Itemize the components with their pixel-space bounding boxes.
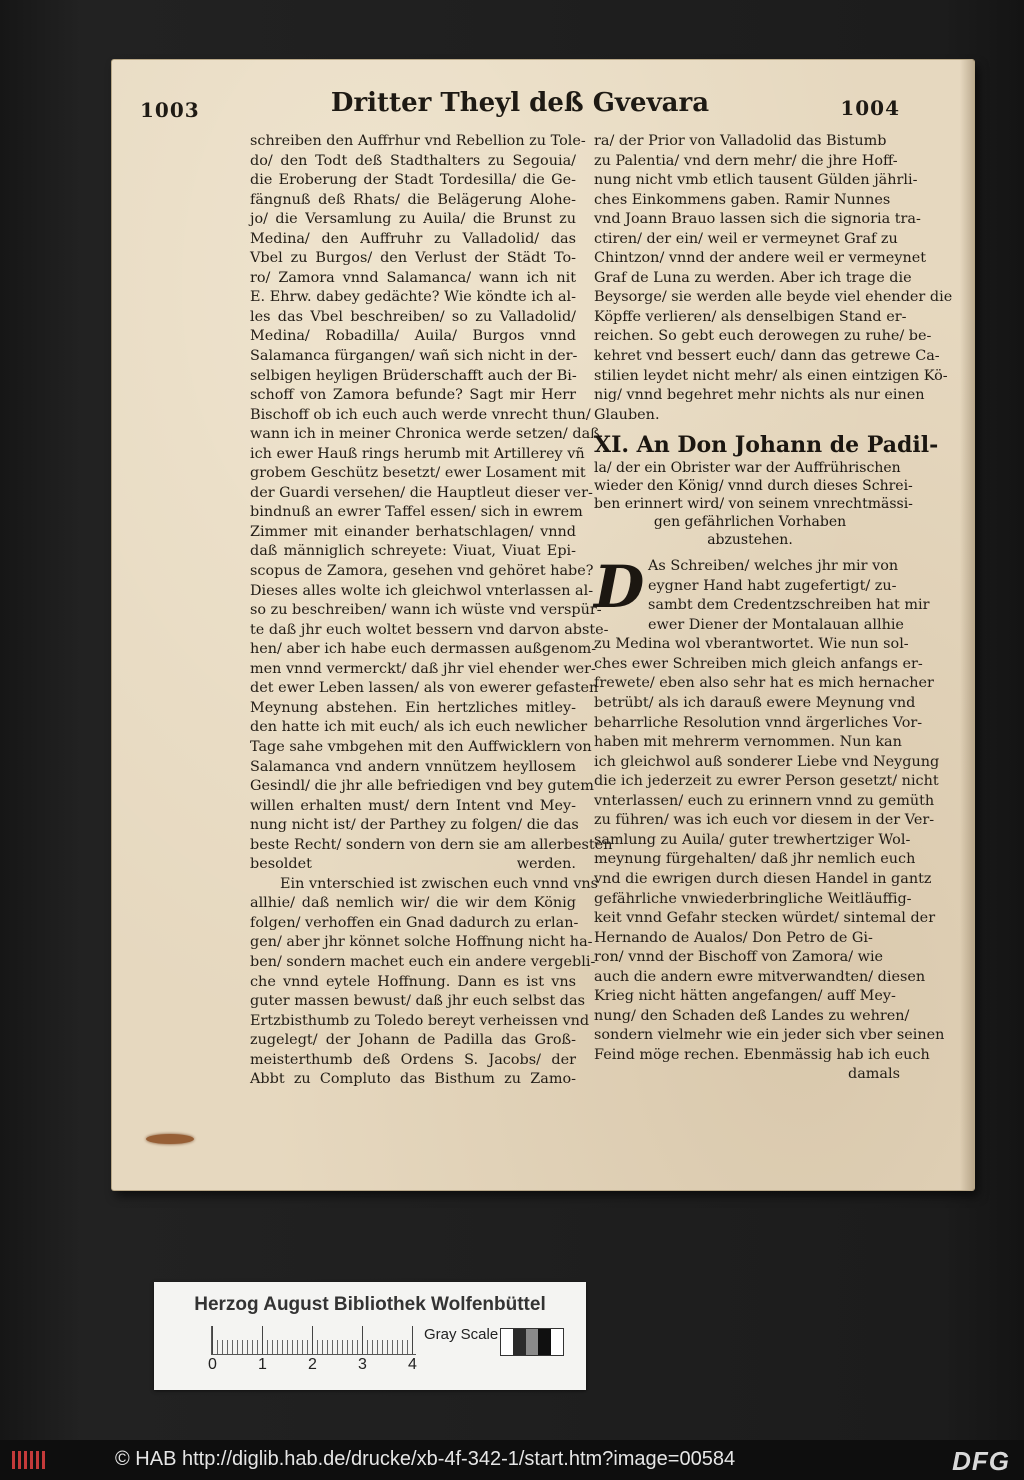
text-line: det ewer Leben lassen/ als von ewerer gefasten xyxy=(250,680,599,697)
text-line: As Schreiben/ welches jhr mir von xyxy=(648,558,899,575)
text-line: keit vnnd Gefahr stecken würdet/ sintemal der xyxy=(594,910,936,927)
text-line: der Guardi versehen/ die Hauptleut dieser ver- xyxy=(250,484,593,501)
text-line: stilien leydet nicht mehr/ als einen eintzigen Kö- xyxy=(594,367,948,384)
gray-scale-patches xyxy=(500,1328,564,1356)
text-line: schoff von Zamora befunde? Sagt mir Herr xyxy=(250,387,576,404)
text-line: Salamanca fürgangen/ wañ sich nicht in der- xyxy=(250,348,578,365)
text-line: Köpffe verlieren/ als denselbigen Stand er- xyxy=(594,308,907,325)
text-line: meynung fürgehalten/ daß jhr nemlich euch xyxy=(594,851,916,868)
dfg-logo: DFG xyxy=(952,1446,1010,1476)
page-number-left: 1003 xyxy=(140,98,200,122)
letter-body xyxy=(594,553,945,1085)
gray-patch xyxy=(551,1329,563,1355)
text-line: Feind möge rechen. Ebenmässig hab ich euch xyxy=(594,1046,930,1063)
text-line: Bischoff ob ich euch auch werde vnrecht thun/ xyxy=(250,406,591,423)
text-line: ich gleichwol auß sonderer Liebe vnd Neygung xyxy=(594,753,940,770)
text-line: Beysorge/ sie werden alle beyde viel ehender die xyxy=(594,289,953,306)
text-line: hen/ aber ich habe euch dermassen außgenom- xyxy=(250,641,597,658)
text-line: Hernando de Aualos/ Don Petro de Gi- xyxy=(594,929,873,946)
page-edge-shadow xyxy=(960,60,974,1190)
text-line: Zimmer mit einander berhatschlagen/ vnnd xyxy=(250,523,576,540)
text-line: zugelegt/ der Johann de Padilla das Groß- xyxy=(250,1032,576,1049)
text-line: Ein vnterschied ist zwischen euch vnnd vns xyxy=(280,875,598,892)
citation-link[interactable]: © HAB http://diglib.hab.de/drucke/xb-4f-342-1/start.htm?image=00584 xyxy=(115,1448,736,1470)
text-line: schreiben den Auffrhur vnd Rebellion zu Tole- xyxy=(250,133,586,149)
section-heading xyxy=(594,431,939,549)
text-line: gefährliche vnwiederbringliche Weitläuffig- xyxy=(594,890,912,907)
text-line: Medina/ Robadilla/ Auila/ Burgos vnnd xyxy=(250,328,576,345)
text-line: les das Vbel beschreiben/ so zu Valladolid/ xyxy=(250,308,576,325)
gray-patch xyxy=(538,1329,550,1355)
heading-line: abzustehen. xyxy=(707,532,793,549)
heading-line: la/ der ein Obrister war der Auffrührischen xyxy=(594,460,901,477)
text-line: nung nicht ist/ der Parthey zu folgen/ die das xyxy=(250,817,579,834)
gray-patch xyxy=(526,1329,538,1355)
text-line: selbigen heyligen Brüderschafft auch der Bi- xyxy=(250,367,577,384)
text-line: Chintzon/ vnnd der andere weil er vermeynet xyxy=(594,250,927,267)
text-line: do/ den Todt deß Stadthalters zu Segouia/ xyxy=(250,152,576,169)
text-line: te daß jhr euch woltet bessern vnd darvon abste- xyxy=(250,621,609,638)
page-number-right: 1004 xyxy=(840,96,900,120)
text-line: Salamanca vnd andern vnnützem heyllosem xyxy=(250,758,576,775)
ruler-label: 1 xyxy=(258,1356,267,1373)
text-line: ich ewer Hauß rings herumb mit Artillerey vñ xyxy=(250,445,585,462)
text-line: Vbel zu Burgos/ den Verlust der Städt To- xyxy=(250,250,576,267)
text-line: Glauben. xyxy=(594,406,660,423)
page-header xyxy=(140,82,900,122)
text-line: jo/ die Versamlung zu Auila/ die Brunst zu xyxy=(250,211,576,228)
text-line: zu Medina wol vberantwortet. Wie nun sol- xyxy=(594,636,909,653)
left-column xyxy=(250,132,613,1090)
text-line: frewete/ eben also sehr hat es mich hernacher xyxy=(594,675,934,692)
text-line: Graf de Luna zu werden. Aber ich trage die xyxy=(594,269,912,286)
text-line: vnterlassen/ euch zu erinnern vnnd zu gemüth xyxy=(594,792,935,809)
text-line: kehret vnd bessert euch/ dann das getrewe Ca- xyxy=(594,348,940,365)
text-line: sondern vielmehr wie ein jeder sich vber seinen xyxy=(594,1027,945,1044)
text-line: ra/ der Prior von Valladolid das Bistumb xyxy=(594,133,887,149)
text-line: ches Einkommens gaben. Ramir Nunnes xyxy=(594,191,891,208)
text-line: che vnnd eytele Hoffnung. Dann es ist vns xyxy=(250,973,576,990)
text-line: ron/ vnnd der Bischoff von Zamora/ wie xyxy=(594,949,884,966)
library-name: Herzog August Bibliothek Wolfenbüttel xyxy=(194,1294,546,1315)
text-line: besoldet werden. xyxy=(250,856,576,873)
text-line: Ertzbisthumb zu Toledo bereyt verheissen vnd xyxy=(250,1012,590,1029)
section-heading-title: XI. An Don Johann de Padil- xyxy=(594,432,939,459)
ruler-label: 3 xyxy=(358,1356,367,1373)
running-title: Dritter Theyl deß Gvevara xyxy=(330,88,710,118)
text-line: zu Palentia/ vnd dern mehr/ die jhre Hoff- xyxy=(594,152,898,169)
ruler-label: 2 xyxy=(308,1356,317,1373)
letter-text xyxy=(594,635,945,1065)
text-line: Krieg nicht hätten angefangen/ auff Mey- xyxy=(594,988,896,1005)
text-line: allhie/ daß nemlich wir/ die wir dem König xyxy=(250,895,576,912)
text-line: ben/ sondern machet euch ein andere vergebli- xyxy=(250,953,596,970)
text-line: Medina/ den Auffruhr zu Valladolid/ das xyxy=(250,230,576,247)
text-line: ro/ Zamora vnnd Salamanca/ wann ich nit xyxy=(250,269,576,286)
text-line: haben mit mehrerm vernommen. Nun kan xyxy=(594,734,902,751)
hab-logo-icon xyxy=(10,1448,50,1472)
text-line: nung nicht vmb etlich tausent Gülden jährli- xyxy=(594,172,918,189)
text-line: so zu beschreiben/ wann ich wüste vnd verspür- xyxy=(250,602,602,619)
ruler-label: 0 xyxy=(208,1356,217,1373)
ink-stain xyxy=(146,1134,194,1144)
heading-line: wieder den König/ vnnd durch dieses Schrei- xyxy=(594,478,913,495)
text-line: guter massen bewust/ daß jhr euch selbst das xyxy=(250,993,585,1010)
color-calibration-card xyxy=(154,1282,586,1390)
text-line: grobem Geschütz besetzt/ ewer Losament mit xyxy=(250,465,586,482)
text-line: samlung zu Auila/ guter trewhertziger Wol- xyxy=(594,831,911,848)
text-line: Gesindl/ die jhr alle befriedigen vnd bey gutem xyxy=(250,778,594,795)
text-line: fängnuß deß Rhats/ die Belägerung Alohe- xyxy=(250,191,576,208)
footer-bar xyxy=(0,1440,1024,1480)
text-line: nung/ den Schaden deß Landes zu wehren/ xyxy=(594,1007,910,1024)
text-line: beste Recht/ sondern von dern sie am allerbesten xyxy=(250,836,613,853)
text-line: scopus de Zamora, gesehen vnd gehöret habe? xyxy=(250,563,594,580)
text-line: die ich jederzeit zu ewrer Person gesetzt/ nicht xyxy=(594,773,939,790)
text-line: Tage sahe vmbgehen mit den Auffwicklern von xyxy=(250,738,592,755)
text-line: daß männiglich schreyete: Viuat, Viuat Epi- xyxy=(250,543,576,560)
text-line: auch die andern ewre mitverwandten/ diesen xyxy=(594,968,926,985)
text-line: Dieses alles wolte ich gleichwol vnterlassen al- xyxy=(250,582,594,599)
gray-scale-label: Gray Scale xyxy=(424,1326,499,1343)
text-line: vnd die ewrigen durch diesen Handel in gantz xyxy=(594,870,932,887)
text-line: beharrliche Resolution vnnd ärgerliches Vor- xyxy=(594,714,923,731)
text-line: den hatte ich mit euch/ als ich euch newlicher xyxy=(250,719,588,736)
text-line: zu führen/ was ich euch vor diesem in der Ver- xyxy=(594,812,935,829)
text-line: betrübt/ als ich darauß ewere Meynung vnd xyxy=(594,695,916,712)
heading-line: ben erinnert wird/ von seinem vnrechtmässi- xyxy=(594,496,913,513)
text-line: wann ich in meiner Chronica werde setzen/ daß xyxy=(250,426,600,443)
text-line: Abbt zu Compluto das Bisthum zu Zamo- xyxy=(250,1071,576,1088)
text-line: bindnuß an ewrer Taffel essen/ sich in ewrem xyxy=(250,504,583,521)
text-line: men vnnd vermerckt/ daß jhr viel ehender wer- xyxy=(250,660,596,677)
text-line: E. Ehrw. dabey gedächte? Wie köndte ich al- xyxy=(250,289,576,306)
gray-patch xyxy=(501,1329,513,1355)
text-line: die Eroberung der Stadt Tordesilla/ die Ge- xyxy=(250,172,576,189)
text-line: ewer Diener der Montalauan allhie xyxy=(648,616,904,633)
text-line: Meynung abstehen. Ein hertzliches mitley- xyxy=(250,699,576,716)
heading-line: gen gefährlichen Vorhaben xyxy=(653,514,847,531)
ruler-label: 4 xyxy=(408,1356,417,1373)
text-line: eygner Hand habt zugefertigt/ zu- xyxy=(648,577,897,594)
text-line: vnd Joann Brauo lassen sich die signoria tra- xyxy=(594,211,921,228)
gray-patch xyxy=(513,1329,525,1355)
text-line: ches ewer Schreiben mich gleich anfangs er- xyxy=(594,655,923,672)
text-line: meisterthumb deß Ordens S. Jacobs/ der xyxy=(250,1051,576,1068)
scale-ruler xyxy=(211,1326,416,1355)
text-line: ctiren/ der ein/ weil er vermeynet Graf zu xyxy=(594,230,898,247)
decorated-initial: D xyxy=(594,553,645,622)
text-line: willen erhalten must/ dern Intent vnd Mey- xyxy=(250,797,576,814)
section-heading-subtitle xyxy=(594,459,913,549)
right-column-text xyxy=(594,132,953,425)
text-line: nig/ vnnd begehret mehr nichts als nur einen xyxy=(594,387,925,404)
text-line: folgen/ verhoffen ein Gnad dadurch zu erlan- xyxy=(250,914,579,931)
right-column xyxy=(594,132,953,1085)
catchword: damals xyxy=(847,1066,900,1083)
text-line: sambt dem Credentzschreiben hat mir xyxy=(648,597,930,614)
text-line: reichen. So gebt euch derowegen zu ruhe/ be- xyxy=(594,328,932,345)
text-line: gen/ aber jhr könnet solche Hoffnung nicht ha- xyxy=(250,934,593,951)
